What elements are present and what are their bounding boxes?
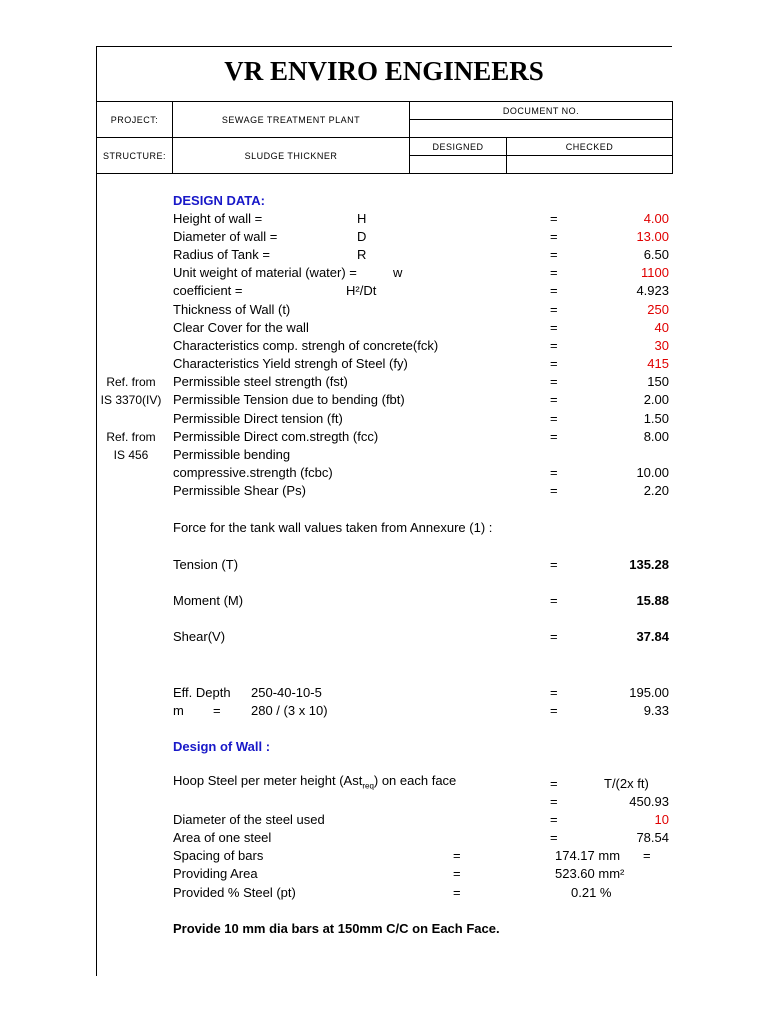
diameter-value: 10 <box>654 812 669 827</box>
row-label: Characteristics Yield strengh of Steel (fy) <box>173 356 408 371</box>
area-label: Area of one steel <box>173 830 272 845</box>
row-value: 8.00 <box>643 429 669 444</box>
shear-value: 37.84 <box>636 629 669 644</box>
shear-label: Shear(V) <box>173 629 226 644</box>
m-value: 9.33 <box>643 703 669 718</box>
checked-label: CHECKED <box>507 138 673 156</box>
data-row <box>0 337 768 355</box>
row-equals: = <box>550 229 558 244</box>
hoop-formula-equals: = <box>550 776 558 791</box>
hoop-label-post: ) on each face <box>373 773 457 788</box>
spacing-value: 174.17 mm <box>555 848 621 863</box>
tension-row <box>0 556 768 574</box>
row-equals: = <box>550 374 558 389</box>
area-equals: = <box>550 830 558 845</box>
tension-label: Tension (T) <box>173 557 239 572</box>
hoop-formula: T/(2x ft) <box>604 776 649 791</box>
providing-label: Providing Area <box>173 866 258 881</box>
row-value: 30 <box>654 338 669 353</box>
sheet-top-border <box>96 46 672 47</box>
row-label: Characteristics comp. strengh of concrete(fck) <box>173 338 439 353</box>
row-value: 1.50 <box>643 411 669 426</box>
data-row <box>0 482 768 500</box>
m-inner-equals: = <box>213 703 221 718</box>
shear-row <box>0 628 768 646</box>
forces-intro: Force for the tank wall values taken from Annexure (1) : <box>173 520 493 535</box>
conclusion-row <box>0 920 768 938</box>
data-row <box>0 246 768 264</box>
row-label: coefficient = <box>173 283 243 298</box>
row-value: 4.00 <box>643 211 669 226</box>
project-value: SEWAGE TREATMENT PLANT <box>173 102 410 138</box>
data-row <box>0 446 768 464</box>
hoop-value-equals: = <box>550 794 558 809</box>
row-equals: = <box>550 411 558 426</box>
area-value: 78.54 <box>636 830 669 845</box>
diameter-label: Diameter of the steel used <box>173 812 325 827</box>
row-value: 13.00 <box>636 229 669 244</box>
row-label: compressive.strength (fcbc) <box>173 465 333 480</box>
moment-label: Moment (M) <box>173 593 244 608</box>
data-row <box>0 373 768 391</box>
data-row <box>0 228 768 246</box>
modular-ratio-row <box>0 702 768 720</box>
eff-depth-label: Eff. Depth <box>173 685 231 700</box>
row-label: Radius of Tank = <box>173 247 270 262</box>
row-symbol: R <box>357 247 367 262</box>
spacing-equals: = <box>453 848 461 863</box>
tension-value: 135.28 <box>629 557 669 572</box>
diameter-equals: = <box>550 812 558 827</box>
row-value: 250 <box>647 302 669 317</box>
row-value: 2.20 <box>643 483 669 498</box>
wall-design-title: Design of Wall : <box>173 739 271 754</box>
providing-row <box>0 865 768 883</box>
row-value: 4.923 <box>636 283 669 298</box>
pct-steel-label: Provided % Steel (pt) <box>173 885 296 900</box>
row-label: Diameter of wall = <box>173 229 278 244</box>
row-label: Unit weight of material (water) = <box>173 265 357 280</box>
design-data-title: DESIGN DATA: <box>173 193 265 208</box>
row-equals: = <box>550 465 558 480</box>
reference-note: Ref. from <box>106 430 156 444</box>
spacing-trailing-equals: = <box>643 848 651 863</box>
row-equals: = <box>550 302 558 317</box>
moment-row <box>0 592 768 610</box>
pct-steel-row <box>0 884 768 902</box>
m-equals: = <box>550 703 558 718</box>
designed-label: DESIGNED <box>410 138 507 156</box>
reference-note: IS 456 <box>113 448 149 462</box>
project-label: PROJECT: <box>97 102 173 138</box>
diameter-row <box>0 811 768 829</box>
row-equals: = <box>550 283 558 298</box>
structure-value: SLUDGE THICKNER <box>173 138 410 174</box>
row-equals: = <box>550 429 558 444</box>
wall-heading-row <box>0 738 768 756</box>
hoop-label-sub: req <box>362 781 374 791</box>
data-row <box>0 264 768 282</box>
row-label: Permissible Shear (Ps) <box>173 483 306 498</box>
data-row <box>0 210 768 228</box>
m-label: m <box>173 703 184 718</box>
providing-value: 523.60 mm² <box>555 866 625 881</box>
document-no-cell <box>410 120 673 138</box>
row-equals: = <box>550 483 558 498</box>
eff-depth-value: 195.00 <box>629 685 669 700</box>
row-label: Permissible Tension due to bending (fbt) <box>173 392 405 407</box>
m-expr: 280 / (3 x 10) <box>251 703 328 718</box>
eff-depth-expr: 250-40-10-5 <box>251 685 322 700</box>
row-symbol: H²/Dt <box>346 283 377 298</box>
checked-cell <box>507 156 673 174</box>
pct-steel-equals: = <box>453 885 461 900</box>
row-equals: = <box>550 247 558 262</box>
document-no-label: DOCUMENT NO. <box>410 102 673 120</box>
moment-value: 15.88 <box>636 593 669 608</box>
data-row <box>0 464 768 482</box>
row-label: Height of wall = <box>173 211 263 226</box>
providing-equals: = <box>453 866 461 881</box>
row-label: Permissible Direct tension (ft) <box>173 411 343 426</box>
row-label: Permissible steel strength (fst) <box>173 374 348 389</box>
row-equals: = <box>550 265 558 280</box>
forces-intro-row <box>0 519 768 537</box>
row-equals: = <box>550 338 558 353</box>
row-label: Thickness of Wall (t) <box>173 302 291 317</box>
row-value: 40 <box>654 320 669 335</box>
row-equals: = <box>550 392 558 407</box>
row-symbol: H <box>357 211 367 226</box>
structure-label: STRUCTURE: <box>97 138 173 174</box>
shear-equals: = <box>550 629 558 644</box>
data-row <box>0 428 768 446</box>
data-row <box>0 301 768 319</box>
reference-note: Ref. from <box>106 375 156 389</box>
title-block <box>96 101 673 174</box>
hoop-value: 450.93 <box>629 794 669 809</box>
row-label: Clear Cover for the wall <box>173 320 309 335</box>
data-row <box>0 355 768 373</box>
data-row <box>0 391 768 409</box>
row-label: Permissible bending <box>173 447 291 462</box>
row-value: 150 <box>647 374 669 389</box>
row-value: 1100 <box>641 265 669 280</box>
row-equals: = <box>550 356 558 371</box>
row-value: 10.00 <box>636 465 669 480</box>
row-value: 2.00 <box>643 392 669 407</box>
row-equals: = <box>550 320 558 335</box>
data-row <box>0 282 768 300</box>
moment-equals: = <box>550 593 558 608</box>
spacing-label: Spacing of bars <box>173 848 264 863</box>
design-data-heading-row <box>0 192 768 210</box>
designed-cell <box>410 156 507 174</box>
eff-depth-row <box>0 684 768 702</box>
hoop-formula-row <box>0 775 768 793</box>
reference-note: IS 3370(IV) <box>100 393 162 407</box>
row-value: 415 <box>647 356 669 371</box>
row-value: 6.50 <box>643 247 669 262</box>
data-row <box>0 319 768 337</box>
data-row <box>0 410 768 428</box>
pct-steel-value: 0.21 % <box>571 885 612 900</box>
row-equals: = <box>550 211 558 226</box>
row-symbol: w <box>393 265 403 280</box>
spacing-row <box>0 847 768 865</box>
conclusion-text: Provide 10 mm dia bars at 150mm C/C on Each Face. <box>173 921 500 936</box>
hoop-label-pre: Hoop Steel per meter height (Ast <box>173 773 363 788</box>
row-label: Permissible Direct com.stregth (fcc) <box>173 429 379 444</box>
area-row <box>0 829 768 847</box>
row-symbol: D <box>357 229 367 244</box>
company-title: VR ENVIRO ENGINEERS <box>224 56 544 86</box>
hoop-value-row <box>0 793 768 811</box>
tension-equals: = <box>550 557 558 572</box>
eff-depth-equals: = <box>550 685 558 700</box>
